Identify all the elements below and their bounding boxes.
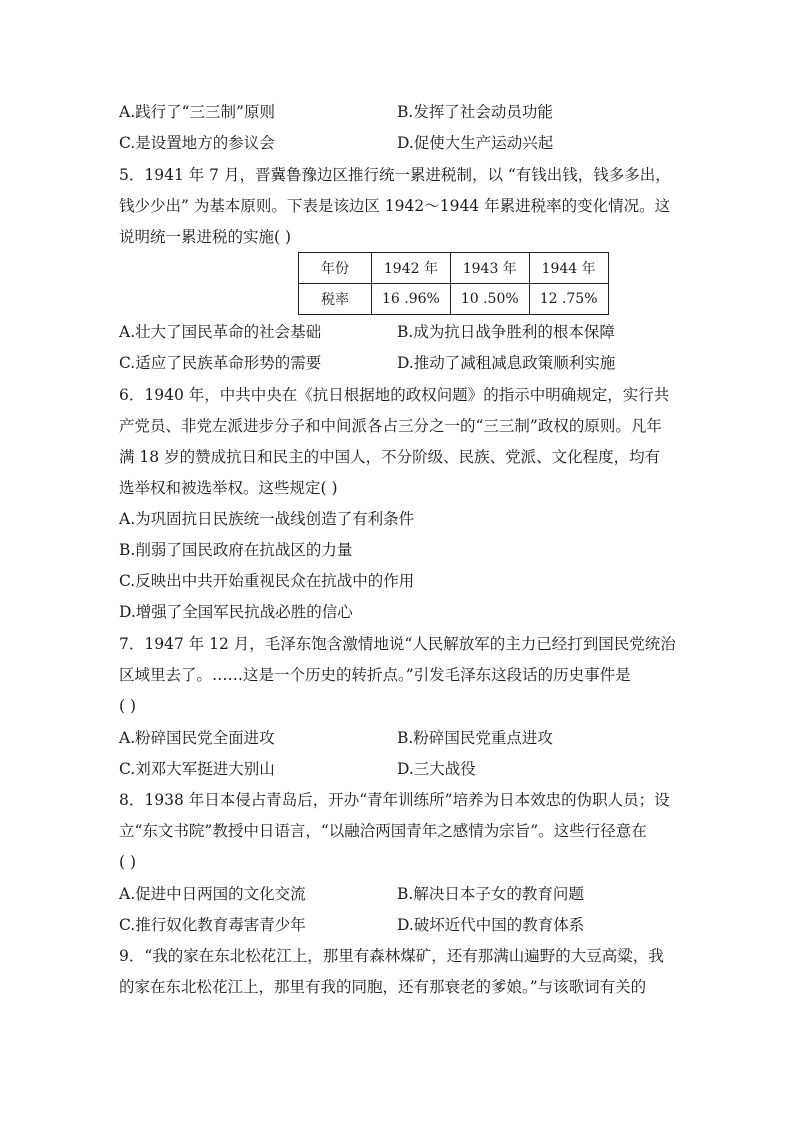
table-header-year: 年份 xyxy=(299,253,372,284)
q5-option-a[interactable]: A.壮大了国民革命的社会基础 xyxy=(119,323,322,341)
q5-stem-line-1: 5．1941 年 7 月，晋冀鲁豫边区推行统一累进税制，以 “有钱出钱，钱多多出， xyxy=(119,166,671,184)
q6-option-b[interactable]: B.削弱了国民政府在抗战区的力量 xyxy=(119,541,353,559)
q7-stem-line-3: ( ) xyxy=(119,697,137,715)
q5-stem-line-3: 说明统一累进税的实施( ) xyxy=(119,228,292,246)
q5-stem-line-2: 钱少少出” 为基本原则。下表是该边区 1942～1944 年累进税率的变化情况。这 xyxy=(119,197,671,215)
table-header-rate: 税率 xyxy=(299,284,372,315)
q4-option-a[interactable]: A.践行了“三三制”原则 xyxy=(119,103,275,121)
q5-option-c[interactable]: C.适应了民族革命形势的需要 xyxy=(119,354,322,372)
q9-stem-line-2: 的家在东北松花江上，那里有我的同胞，还有那衰老的爹娘。”与该歌词有关的 xyxy=(119,978,647,996)
table-cell: 1944 年 xyxy=(529,253,608,284)
table-row xyxy=(299,253,609,284)
table-cell: 1943 年 xyxy=(450,253,529,284)
q8-option-a[interactable]: A.促进中日两国的文化交流 xyxy=(119,885,306,903)
q5-option-b[interactable]: B.成为抗日战争胜利的根本保障 xyxy=(397,323,615,341)
q8-option-b[interactable]: B.解决日本子女的教育问题 xyxy=(397,885,584,903)
table-cell: 10 .50% xyxy=(450,284,529,315)
table-cell: 16 .96% xyxy=(372,284,451,315)
q7-option-c[interactable]: C.刘邓大军挺进大别山 xyxy=(119,760,275,778)
q6-option-c[interactable]: C.反映出中共开始重视民众在抗战中的作用 xyxy=(119,572,415,590)
q4-option-d[interactable]: D.促使大生产运动兴起 xyxy=(397,134,554,152)
q6-stem-line-4: 选举权和被选举权。这些规定( ) xyxy=(119,479,338,497)
table-cell: 1942 年 xyxy=(372,253,451,284)
q7-option-b[interactable]: B.粉碎国民党重点进攻 xyxy=(397,729,553,747)
q7-stem-line-2: 区域里去了。……这是一个历史的转折点。”引发毛泽东这段话的历史事件是 xyxy=(119,666,631,684)
q8-stem-line-2: 立“东文书院”教授中日语言，“以融洽两国青年之感情为宗旨”。这些行径意在 xyxy=(119,822,647,840)
q7-stem-line-1: 7．1947 年 12 月，毛泽东饱含激情地说“人民解放军的主力已经打到国民党统治 xyxy=(119,635,676,653)
table-cell: 12 .75% xyxy=(529,284,608,315)
q4-option-c[interactable]: C.是设置地方的参议会 xyxy=(119,134,275,152)
q8-option-d[interactable]: D.破坏近代中国的教育体系 xyxy=(397,916,585,934)
q6-stem-line-3: 满 18 岁的赞成抗日和民主的中国人，不分阶级、民族、党派、文化程度，均有 xyxy=(119,448,661,466)
q6-stem-line-2: 产党员、非党左派进步分子和中间派各占三分之一的“三三制”政权的原则。凡年 xyxy=(119,417,662,435)
table-row xyxy=(299,284,609,315)
q5-option-d[interactable]: D.推动了减租减息政策顺利实施 xyxy=(397,354,616,372)
q4-option-b[interactable]: B.发挥了社会动员功能 xyxy=(397,103,553,121)
q6-stem-line-1: 6．1940 年，中共中央在《抗日根据地的政权问题》的指示中明确规定，实行共 xyxy=(119,386,670,404)
q5-tax-rate-table xyxy=(298,252,609,315)
q6-option-d[interactable]: D.增强了全国军民抗战必胜的信心 xyxy=(119,603,353,621)
q9-stem-line-1: 9．“我的家在东北松花江上，那里有森林煤矿，还有那满山遍野的大豆高粱，我 xyxy=(119,947,664,965)
q8-option-c[interactable]: C.推行奴化教育毒害青少年 xyxy=(119,916,306,934)
q7-option-a[interactable]: A.粉碎国民党全面进攻 xyxy=(119,729,275,747)
q8-stem-line-1: 8．1938 年日本侵占青岛后，开办“青年训练所”培养为日本效忠的伪职人员；设 xyxy=(119,791,670,809)
q7-option-d[interactable]: D.三大战役 xyxy=(397,760,476,778)
q6-option-a[interactable]: A.为巩固抗日民族统一战线创造了有利条件 xyxy=(119,510,415,528)
q8-stem-line-3: ( ) xyxy=(119,853,137,871)
